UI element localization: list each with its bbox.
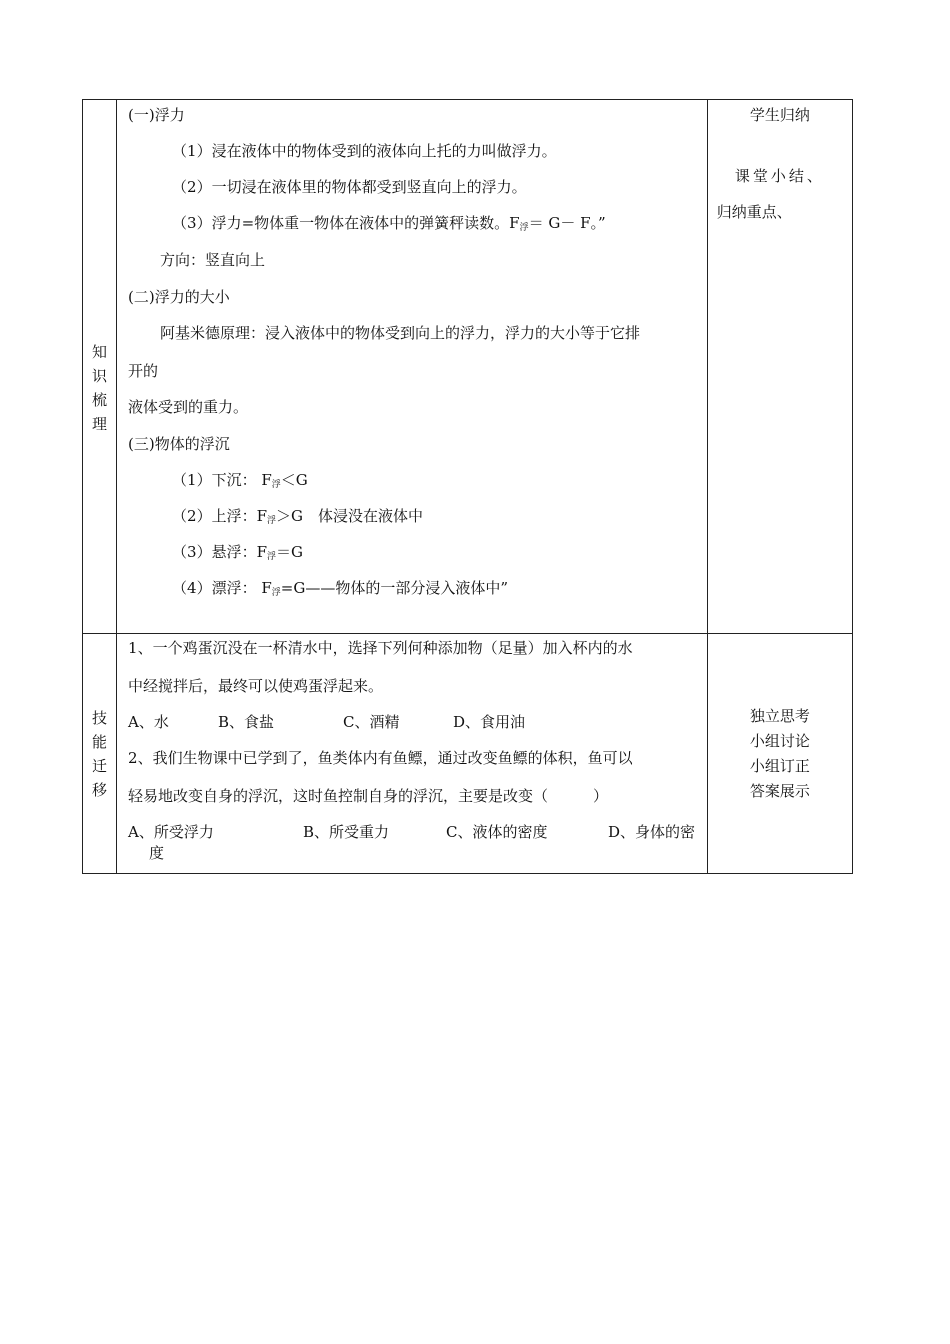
side-char: 梳 [92, 391, 108, 409]
section-title: (三)物体的浮沉 [128, 435, 230, 453]
option: A、水 [128, 713, 169, 731]
buoyancy-direction: 方向：竖直向上 [160, 251, 266, 269]
side-char: 技 [92, 708, 108, 727]
side-char: 理 [92, 415, 108, 433]
option: A、所受浮力 [128, 823, 214, 841]
knowledge-notes [707, 100, 852, 634]
side-char: 移 [92, 780, 108, 799]
condition-text: （2）上浮：F [172, 507, 267, 525]
skills-side-label [83, 634, 117, 874]
condition-subscript: 浮 [266, 516, 276, 526]
question-2-line: 轻易地改变自身的浮沉，这时鱼控制自身的浮沉，主要是改变（ ） [128, 787, 609, 805]
sink-condition [128, 469, 707, 505]
archimedes-principle: 液体受到的重力。 [128, 398, 249, 416]
option: D、身体的密 [608, 823, 696, 841]
suspend-condition [128, 541, 707, 577]
condition-subscript: 浮 [266, 552, 276, 562]
archimedes-principle: 阿基米德原理：浸入液体中的物体受到向上的浮力，浮力的大小等于它排 [160, 324, 641, 342]
rise-condition [128, 505, 707, 541]
question-2-options [128, 821, 707, 842]
formula-subscript: 浮 [519, 223, 529, 233]
knowledge-row [83, 100, 853, 634]
option: C、酒精 [343, 713, 400, 731]
note-summarize: 学生归纳 [749, 106, 810, 124]
lesson-table [82, 99, 853, 874]
float-condition [128, 577, 707, 613]
side-char: 知 [92, 343, 108, 361]
note-present: 答案展示 [749, 782, 810, 800]
option: D、食用油 [453, 713, 526, 731]
question-2-line: 2、我们生物课中已学到了，鱼类体内有鱼鳔，通过改变鱼鳔的体积，鱼可以 [128, 749, 633, 767]
skills-content [117, 634, 708, 874]
condition-text: ＞G 体浸没在液体中 [276, 507, 423, 525]
side-char: 识 [92, 367, 108, 385]
note-think: 独立思考 [749, 707, 810, 725]
formula-text: （3）浮力=物体重一物体在液体中的弹簧秤读数。F [172, 214, 520, 232]
condition-text: （4）漂浮： F [172, 579, 272, 597]
section-title: (二)浮力的大小 [128, 288, 230, 306]
skills-row [83, 634, 853, 874]
note-class-summary: 课堂小结、 [734, 167, 825, 185]
question-2-tail: 度 [149, 844, 165, 862]
buoyancy-definition: （1）浸在液体中的物体受到的液体向上托的力叫做浮力。 [172, 142, 557, 160]
question-1-line: 中经搅拌后，最终可以使鸡蛋浮起来。 [128, 677, 384, 695]
condition-text: ＜G [280, 471, 308, 489]
formula-text: ＝ G－ F。” [528, 214, 606, 232]
buoyancy-universal: （2）一切浸在液体里的物体都受到竖直向上的浮力。 [172, 178, 527, 196]
note-discuss: 小组讨论 [749, 732, 810, 750]
option: B、食盐 [218, 713, 275, 731]
option: C、液体的密度 [446, 823, 548, 841]
side-char: 迁 [92, 756, 108, 775]
question-1-options [128, 711, 707, 747]
note-key-points: 归纳重点、 [716, 203, 792, 221]
question-1-line: 1、一个鸡蛋沉没在一杯清水中，选择下列何种添加物（足量）加入杯内的水 [128, 639, 633, 657]
buoyancy-formula [128, 212, 707, 249]
knowledge-content [117, 100, 708, 634]
option: B、所受重力 [303, 823, 390, 841]
condition-text: ＝G [276, 543, 303, 561]
skills-notes [707, 634, 852, 874]
note-correct: 小组订正 [749, 757, 810, 775]
section-title: (一)浮力 [128, 106, 185, 124]
condition-text: （3）悬浮：F [172, 543, 267, 561]
side-char: 能 [92, 732, 108, 751]
condition-text: =G——物体的一部分浸入液体中” [280, 579, 509, 597]
archimedes-principle: 开的 [128, 362, 159, 380]
condition-subscript: 浮 [271, 588, 281, 598]
condition-subscript: 浮 [271, 480, 281, 490]
knowledge-side-label [83, 100, 117, 634]
condition-text: （1）下沉： F [172, 471, 272, 489]
